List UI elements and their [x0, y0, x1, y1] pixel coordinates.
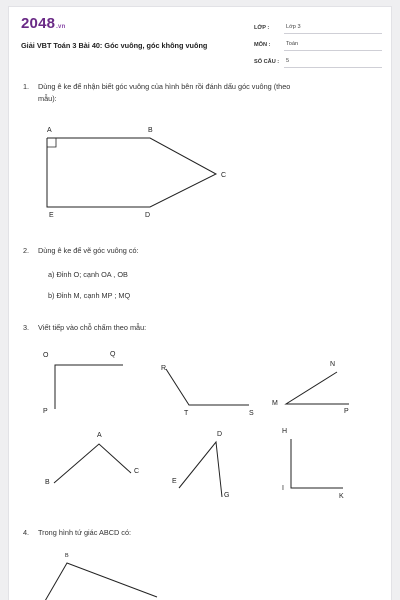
label-o: O [43, 352, 49, 359]
label-k: K [339, 493, 344, 500]
label-r: R [161, 365, 167, 372]
label-c-2: C [134, 468, 140, 475]
label-e: E [49, 212, 54, 219]
label-p: P [43, 408, 48, 415]
meta-value-count: 5 [284, 56, 382, 68]
label-g: G [224, 492, 230, 499]
label-b-2: B [45, 479, 50, 486]
label-q: Q [110, 351, 116, 358]
label-c: C [221, 172, 227, 179]
question-1-line-1: Dùng ê ke để nhận biết góc vuông của hình bên rồi đánh dấu góc vuông (theo [38, 82, 291, 91]
meta-label-count: SỐ CÂU : [254, 58, 280, 65]
question-2-text: Dùng ê ke để vẽ góc vuông có: [38, 246, 139, 255]
label-t: T [184, 410, 189, 417]
question-2-item-a: a) Đỉnh O; cạnh OA , OB [48, 270, 128, 279]
label-e-2: E [172, 478, 177, 485]
label-s: S [249, 410, 254, 417]
label-a-2: A [97, 432, 102, 439]
label-b: B [148, 127, 153, 134]
label-i: I [282, 485, 284, 492]
question-1-number: 1. [23, 82, 30, 91]
label-m: M [272, 400, 278, 407]
question-4-number: 4. [23, 528, 30, 537]
document-page [8, 6, 392, 600]
question-2-item-b: b) Đỉnh M, cạnh MP ; MQ [48, 291, 131, 300]
meta-value-subject: Toán [284, 39, 382, 51]
quadrilateral-partial [45, 563, 157, 600]
document-title: Giải VBT Toán 3 Bài 40: Góc vuông, góc không vuông [21, 41, 208, 50]
label-d-2: D [217, 431, 223, 438]
logo-suffix: .vn [56, 24, 66, 30]
question-3-number: 3. [23, 323, 30, 332]
question-2-number: 2. [23, 246, 30, 255]
label-h: H [282, 428, 288, 435]
meta-label-class: LỚP : [254, 24, 270, 31]
label-a: A [47, 127, 52, 134]
meta-label-subject: MÔN : [254, 41, 271, 48]
question-3-text: Viết tiếp vào chỗ chấm theo mẫu: [38, 323, 147, 332]
question-1-line-2: mẫu): [38, 94, 57, 103]
logo-text: 2048 [21, 15, 56, 32]
label-p-2: P [344, 408, 349, 415]
question-4-text: Trong hình tứ giác ABCD có: [38, 528, 132, 537]
label-n: N [330, 361, 336, 368]
q4-quadrilateral-figure [9, 7, 392, 600]
label-d: D [145, 212, 151, 219]
meta-value-class: Lớp 3 [284, 22, 382, 34]
label-b-3: B [65, 553, 69, 559]
